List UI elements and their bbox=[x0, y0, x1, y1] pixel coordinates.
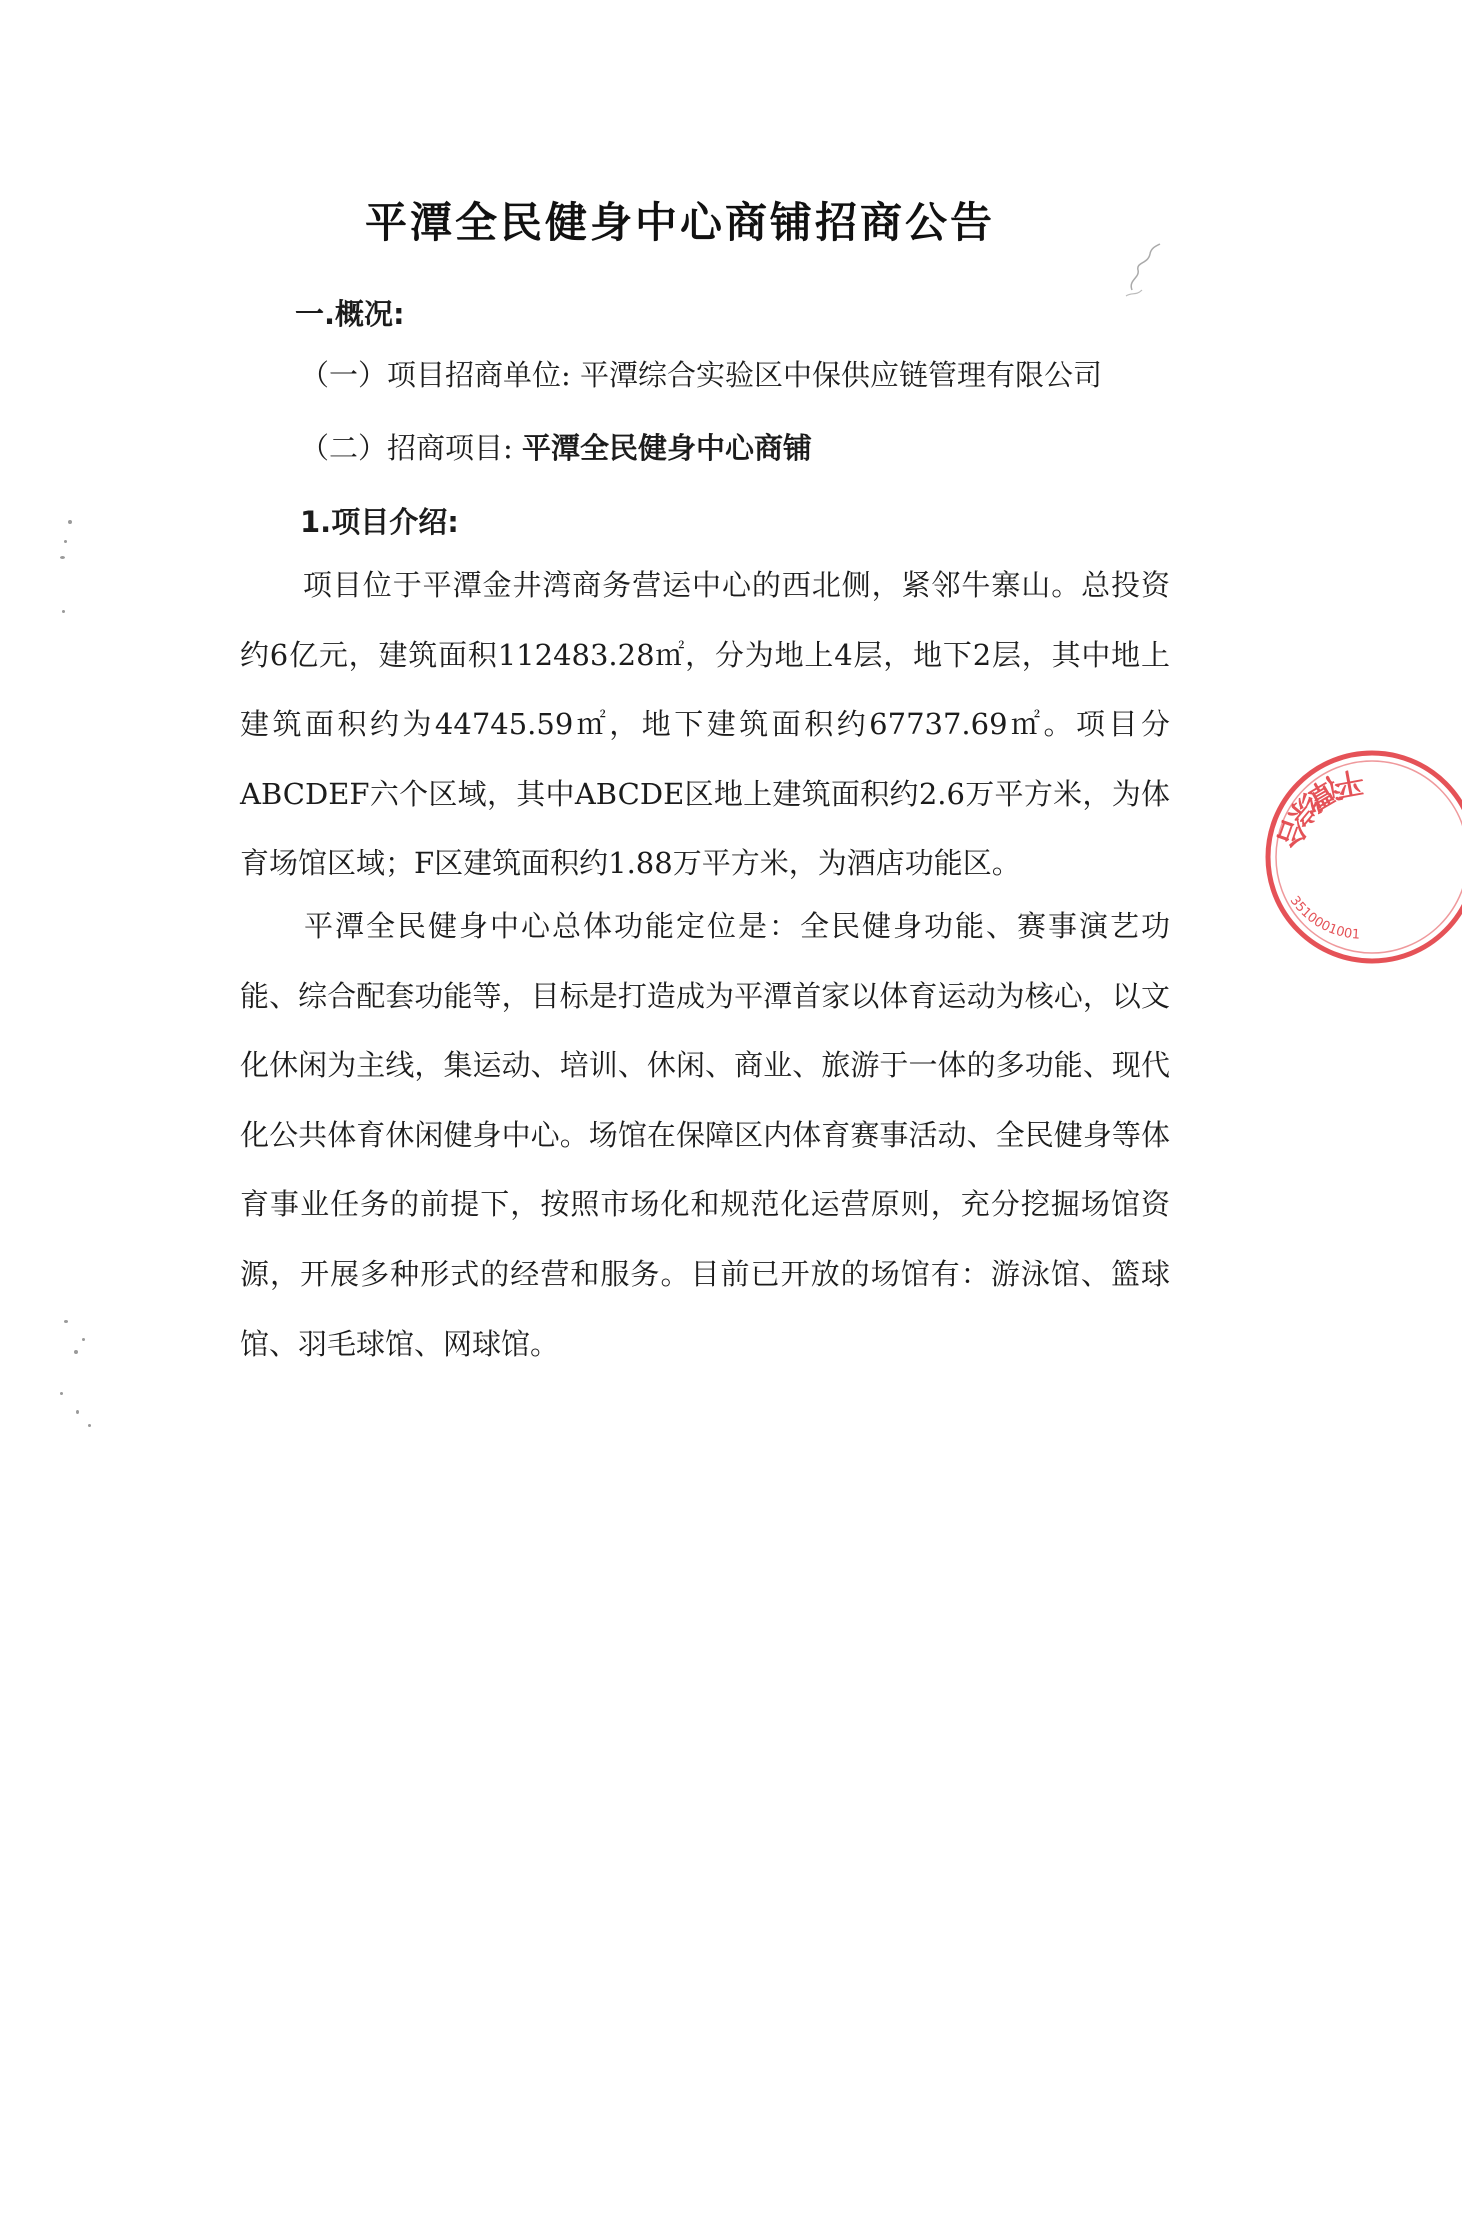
document-title: 平潭全民健身中心商铺招商公告 bbox=[364, 198, 995, 247]
official-seal bbox=[1262, 742, 1462, 972]
seal-text: 平潭综合 bbox=[1268, 762, 1367, 853]
project-value: 平潭全民健身中心商铺 bbox=[522, 431, 813, 465]
section-heading-intro: 1.项目介绍: bbox=[300, 505, 459, 539]
unit-label: （一）项目招商单位: bbox=[300, 358, 571, 392]
project-line bbox=[300, 428, 812, 468]
intro-paragraph-1-text: 项目位于平潭金井湾商务营运中心的西北侧，紧邻牛寨山。总投资约6亿元，建筑面积112483.28㎡，分为地上4层，地下2层，其中地上建筑面积约为44745.59㎡，地下建筑面积约67737.69㎡。项目分ABCDEF六个区域，其中ABCDE区地上建筑面积约2.6万平方米，为体育场馆区域；F区建筑面积约1.88万平方米，为酒店功能区。 bbox=[240, 568, 1170, 881]
seal-code: 3510001001 bbox=[1286, 893, 1361, 943]
section-heading-overview: 一.概况: bbox=[295, 297, 405, 331]
intro-paragraph-2 bbox=[240, 892, 1170, 1379]
project-label: （二）招商项目: bbox=[300, 431, 513, 465]
intro-paragraph-1 bbox=[240, 551, 1170, 899]
unit-line bbox=[300, 355, 1102, 395]
pen-scribble bbox=[1118, 240, 1168, 300]
intro-paragraph-2-text: 平潭全民健身中心总体功能定位是：全民健身功能、赛事演艺功能、综合配套功能等，目标是打造成为平潭首家以体育运动为核心，以文化休闲为主线，集运动、培训、休闲、商业、旅游于一体的多功能、现代化公共体育休闲健身中心。场馆在保障区内体育赛事活动、全民健身等体育事业任务的前提下，按照市场化和规范化运营原则，充分挖掘场馆资源，开展多种形式的经营和服务。目前已开放的场馆有：游泳馆、篮球馆、羽毛球馆、网球馆。 bbox=[240, 909, 1170, 1361]
unit-value: 平潭综合实验区中保供应链管理有限公司 bbox=[580, 358, 1103, 392]
